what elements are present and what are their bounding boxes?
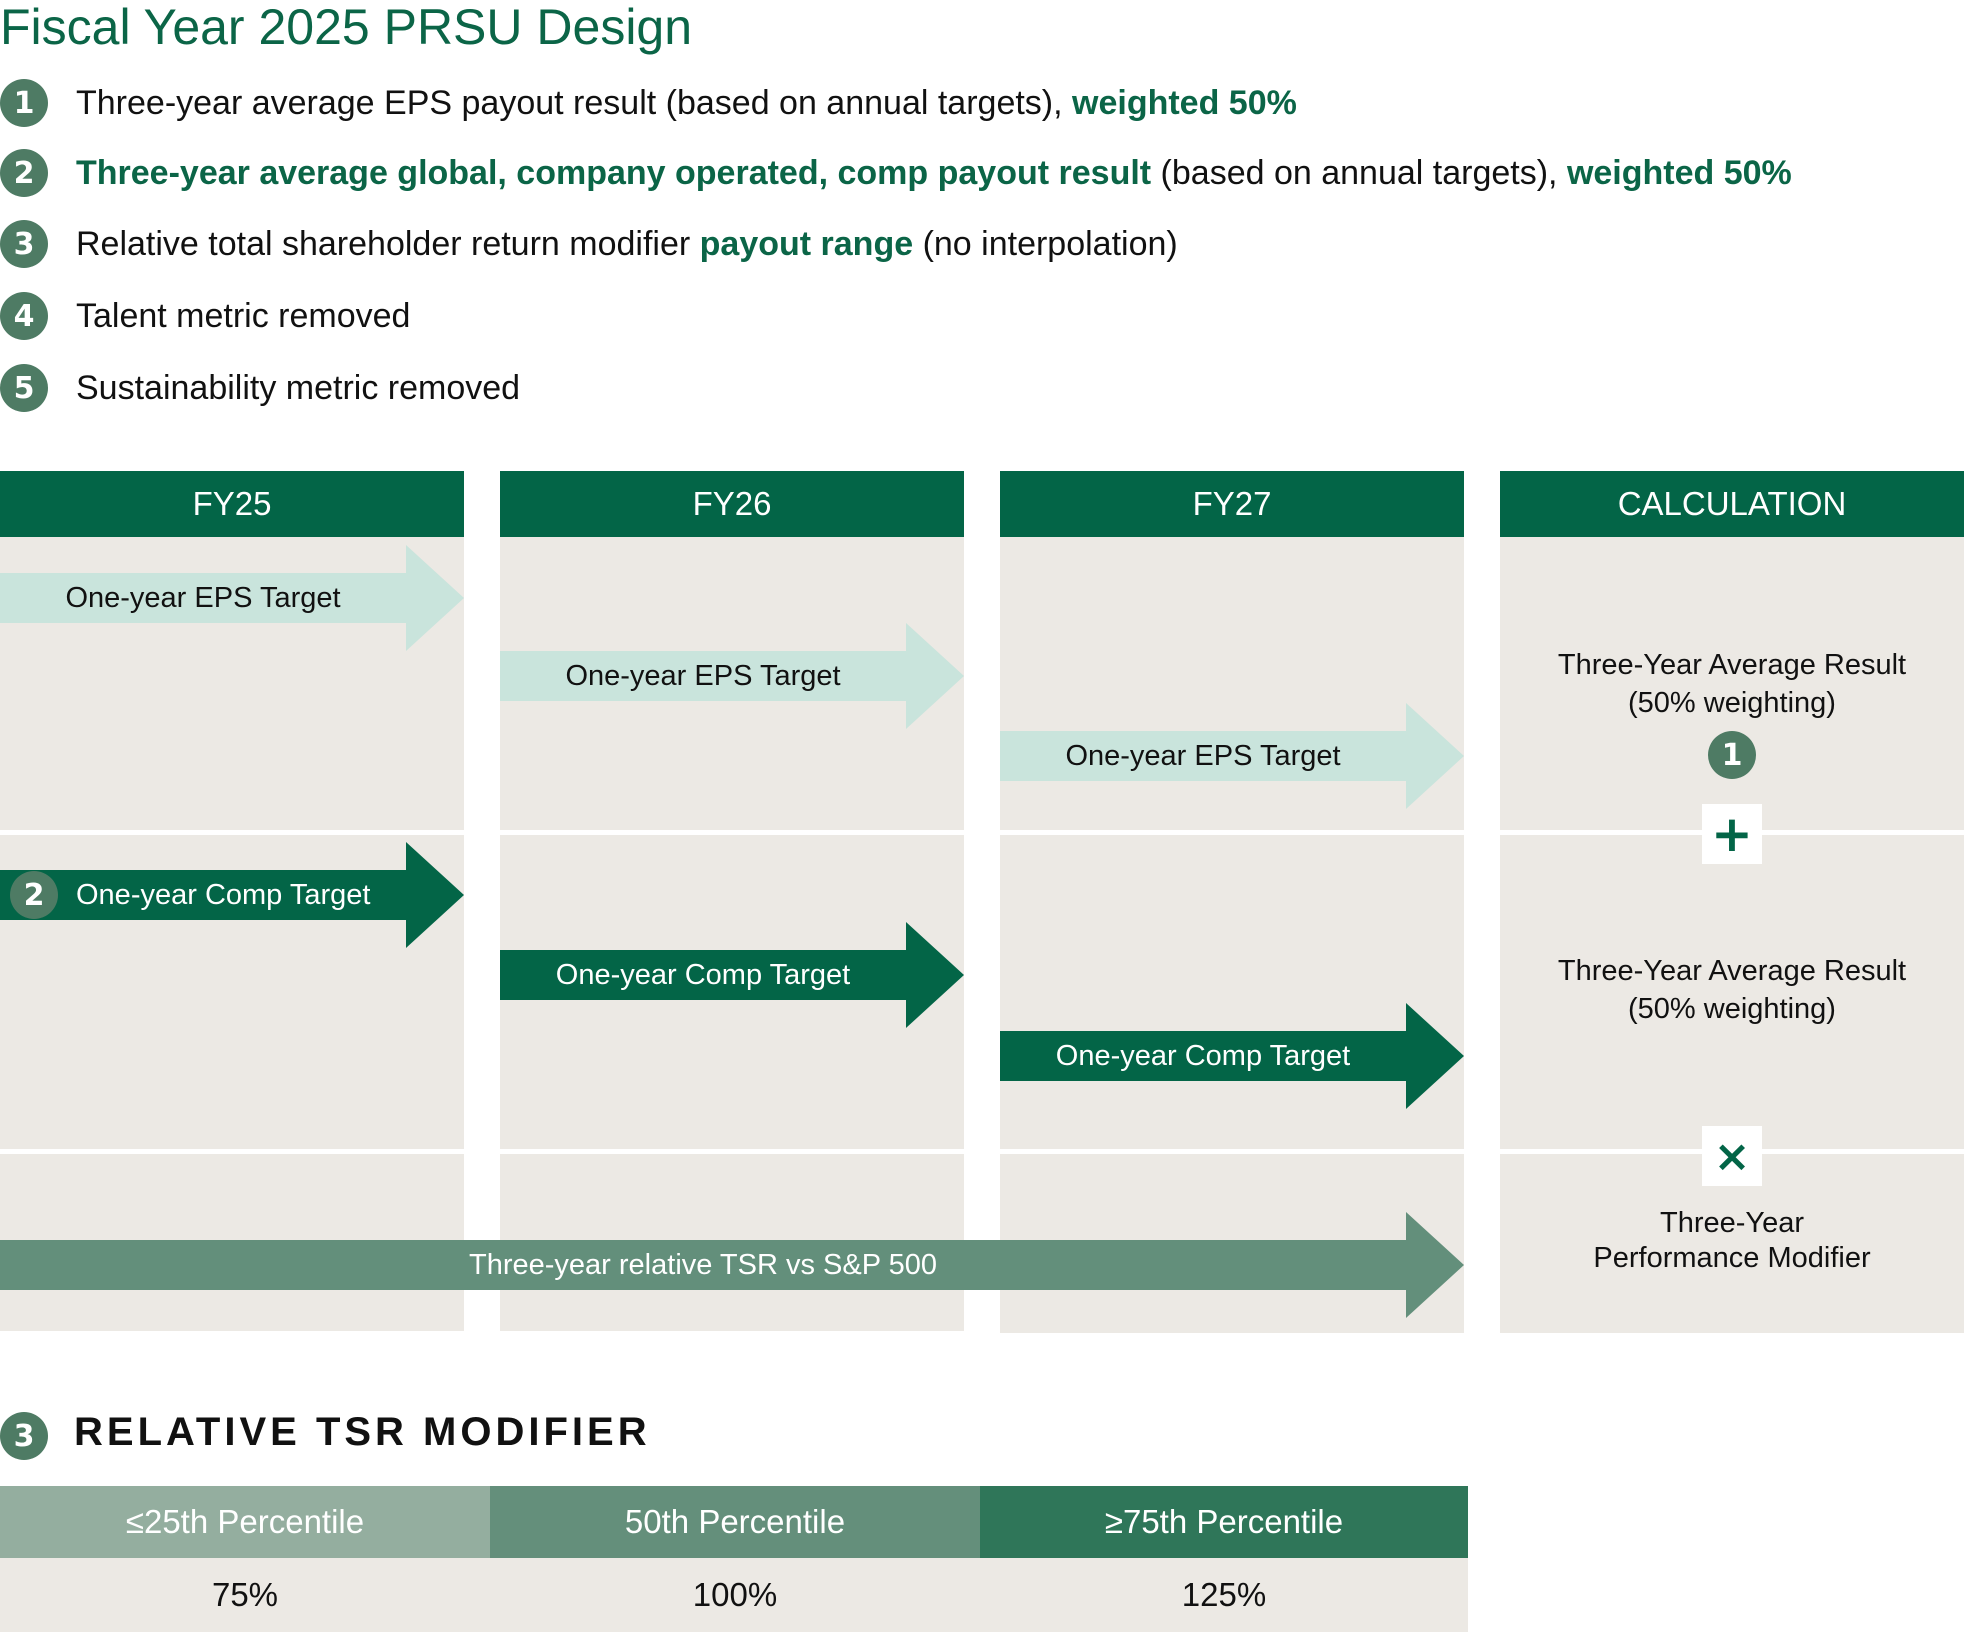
- body-text: (no interpolation): [913, 225, 1178, 263]
- body-text: Sustainability metric removed: [76, 369, 521, 407]
- number-badge-5: 5: [0, 364, 48, 412]
- design-point-5: [76, 366, 520, 410]
- design-point-1: [76, 81, 1297, 125]
- number-badge-2: 2: [0, 149, 48, 197]
- eps-arrow-fy25: [0, 545, 464, 651]
- payout-value-25: 75%: [0, 1558, 490, 1632]
- arrow-head: [906, 623, 964, 729]
- arrow-head: [406, 545, 464, 651]
- number-badge-4: 4: [0, 292, 48, 340]
- design-point-2: [76, 151, 1792, 195]
- comp-arrow-fy25: [0, 842, 464, 948]
- tsr-arrow-label: Three-year relative TSR vs S&P 500: [0, 1240, 1406, 1290]
- column-header-fy27: FY27: [1000, 471, 1464, 537]
- column-header-fy25: FY25: [0, 471, 464, 537]
- number-badge-1: 1: [1708, 731, 1756, 779]
- arrow-head: [1406, 1003, 1464, 1109]
- highlight-text: Three-year average global, company operated, comp payout result: [76, 154, 1152, 192]
- eps-result-line-1: Three-Year Average Result: [1557, 649, 1907, 681]
- eps-arrow-fy26: [500, 623, 964, 729]
- page-title: Fiscal Year 2025 PRSU Design: [0, 0, 693, 55]
- eps-result-text: [1500, 646, 1964, 722]
- comp-arrow-label: One-year Comp Target: [1000, 1031, 1406, 1081]
- modifier-line-2: Performance Modifier: [1593, 1242, 1871, 1274]
- body-text: Three-year average EPS payout result (based on annual targets),: [76, 84, 1073, 122]
- design-point-4: [76, 294, 410, 338]
- percentile-header-25: ≤25th Percentile: [0, 1486, 490, 1558]
- highlight-text: weighted 50%: [1072, 84, 1297, 122]
- plus-icon: +: [1702, 804, 1762, 864]
- eps-arrow-label: One-year EPS Target: [500, 651, 906, 701]
- tsr-arrow: [0, 1212, 1464, 1318]
- highlight-text: payout range: [699, 225, 914, 263]
- modifier-text: [1500, 1206, 1964, 1276]
- number-badge-1: 1: [0, 79, 48, 127]
- body-text: Relative total shareholder return modifier: [76, 225, 700, 263]
- arrow-head: [1406, 1212, 1464, 1318]
- arrow-head: [906, 922, 964, 1028]
- percentile-header-50: 50th Percentile: [490, 1486, 980, 1558]
- eps-arrow-fy27: [1000, 703, 1464, 809]
- comp-result-text: [1500, 952, 1964, 1028]
- eps-arrow-label: One-year EPS Target: [0, 573, 406, 623]
- highlight-text: weighted 50%: [1566, 154, 1792, 192]
- column-header-calculation: CALCULATION: [1500, 471, 1964, 537]
- tsr-modifier-title: RELATIVE TSR MODIFIER: [74, 1410, 651, 1454]
- arrow-head: [406, 842, 464, 948]
- column-header-fy26: FY26: [500, 471, 964, 537]
- comp-result-line-2: (50% weighting): [1628, 993, 1836, 1025]
- design-point-3: [76, 222, 1178, 266]
- eps-result-line-2: (50% weighting): [1628, 687, 1836, 719]
- comp-arrow-fy26: [500, 922, 964, 1028]
- arrow-head: [1406, 703, 1464, 809]
- multiply-icon: ×: [1702, 1126, 1762, 1186]
- eps-arrow-label: One-year EPS Target: [1000, 731, 1406, 781]
- payout-value-75: 125%: [980, 1558, 1468, 1632]
- body-text: Talent metric removed: [76, 297, 411, 335]
- number-badge-3: 3: [0, 220, 48, 268]
- comp-arrow-fy27: [1000, 1003, 1464, 1109]
- percentile-header-75: ≥75th Percentile: [980, 1486, 1468, 1558]
- body-text: (based on annual targets),: [1151, 154, 1567, 192]
- number-badge-2: 2: [10, 871, 58, 919]
- number-badge-3: 3: [0, 1412, 48, 1460]
- payout-value-50: 100%: [490, 1558, 980, 1632]
- comp-arrow-label: One-year Comp Target: [500, 950, 906, 1000]
- comp-arrow-label: One-year Comp Target: [0, 870, 406, 920]
- comp-result-line-1: Three-Year Average Result: [1557, 955, 1907, 987]
- modifier-line-1: Three-Year: [1659, 1207, 1804, 1239]
